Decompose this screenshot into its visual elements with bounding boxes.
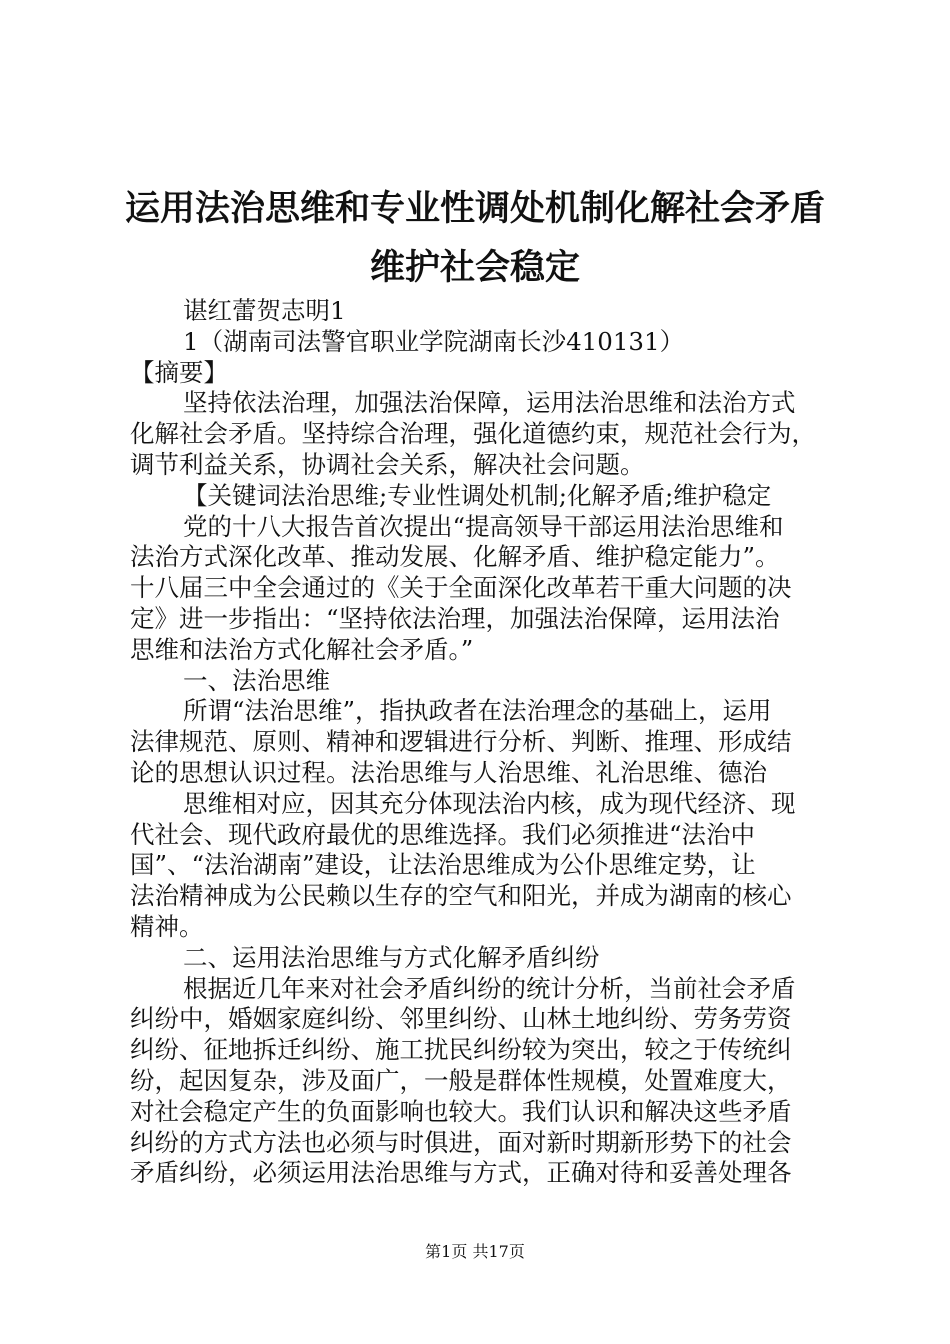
paragraph-line: 党的十八大报告首次提出“提高领导干部运用法治思维和 <box>183 511 784 541</box>
abstract-line: 化解社会矛盾。坚持综合治理，强化道德约束，规范社会行为， <box>130 419 816 449</box>
paragraph-line: 精神。 <box>130 911 204 941</box>
abstract-heading: 【摘要】 <box>130 357 228 387</box>
keywords-line: 【关键词法治思维;专业性调处机制;化解矛盾;维护稳定 <box>183 480 772 510</box>
paragraph-line: 法治精神成为公民赖以生存的空气和阳光，并成为湖南的核心 <box>130 881 792 911</box>
paragraph-line: 纷，起因复杂，涉及面广，一般是群体性规模，处置难度大， <box>130 1065 792 1095</box>
paragraph-line: 代社会、现代政府最优的思维选择。我们必须推进“法治中 <box>130 819 756 849</box>
paragraph-line: 思维和法治方式化解社会矛盾。” <box>130 634 474 664</box>
section-heading-2: 二、运用法治思维与方式化解矛盾纠纷 <box>183 942 600 972</box>
paragraph-line: 纠纷中，婚姻家庭纠纷、邻里纠纷、山林土地纠纷、劳务劳资 <box>130 1004 792 1034</box>
page-footer <box>0 1242 950 1262</box>
paragraph-line: 十八届三中全会通过的《关于全面深化改革若干重大问题的决 <box>130 573 792 603</box>
abstract-line: 坚持依法治理，加强法治保障，运用法治思维和法治方式 <box>183 388 796 418</box>
abstract-line: 调节利益关系，协调社会关系，解决社会问题。 <box>130 449 645 479</box>
paragraph-line: 国”、“法治湖南”建设，让法治思维成为公仆思维定势，让 <box>130 850 756 880</box>
document-title-line-1: 运用法治思维和专业性调处机制化解社会矛盾 <box>124 189 825 229</box>
document-title-line-2: 维护社会稳定 <box>369 248 580 288</box>
paragraph-line: 对社会稳定产生的负面影响也较大。我们认识和解决这些矛盾 <box>130 1096 792 1126</box>
paragraph-line: 根据近几年来对社会矛盾纠纷的统计分析，当前社会矛盾 <box>183 973 796 1003</box>
paragraph-line: 法律规范、原则、精神和逻辑进行分析、判断、推理、形成结 <box>130 727 792 757</box>
section-heading-1: 一、法治思维 <box>183 665 330 695</box>
paragraph-line: 所谓“法治思维”，指执政者在法治理念的基础上，运用 <box>183 696 772 726</box>
page-total: 共17页 <box>472 1242 525 1261</box>
affiliation-line: 1（湖南司法警官职业学院湖南长沙410131） <box>183 326 685 356</box>
paragraph-line: 纠纷、征地拆迁纠纷、施工扰民纠纷较为突出，较之于传统纠 <box>130 1035 792 1065</box>
paragraph-line: 矛盾纠纷，必须运用法治思维与方式，正确对待和妥善处理各 <box>130 1158 792 1188</box>
paragraph-line: 纠纷的方式方法也必须与时俱进，面对新时期新形势下的社会 <box>130 1127 792 1157</box>
page-number: 第1页 <box>425 1242 468 1261</box>
document-body <box>130 296 830 1189</box>
paragraph-line: 定》进一步指出：“坚持依法治理，加强法治保障，运用法治 <box>130 603 780 633</box>
author-line: 谌红蕾贺志明1 <box>183 296 346 325</box>
paragraph-line: 论的思想认识过程。法治思维与人治思维、礼治思维、德治 <box>130 757 767 787</box>
paragraph-line: 法治方式深化改革、推动发展、化解矛盾、维护稳定能力”。 <box>130 542 780 572</box>
paragraph-line: 思维相对应，因其充分体现法治内核，成为现代经济、现 <box>183 788 796 818</box>
